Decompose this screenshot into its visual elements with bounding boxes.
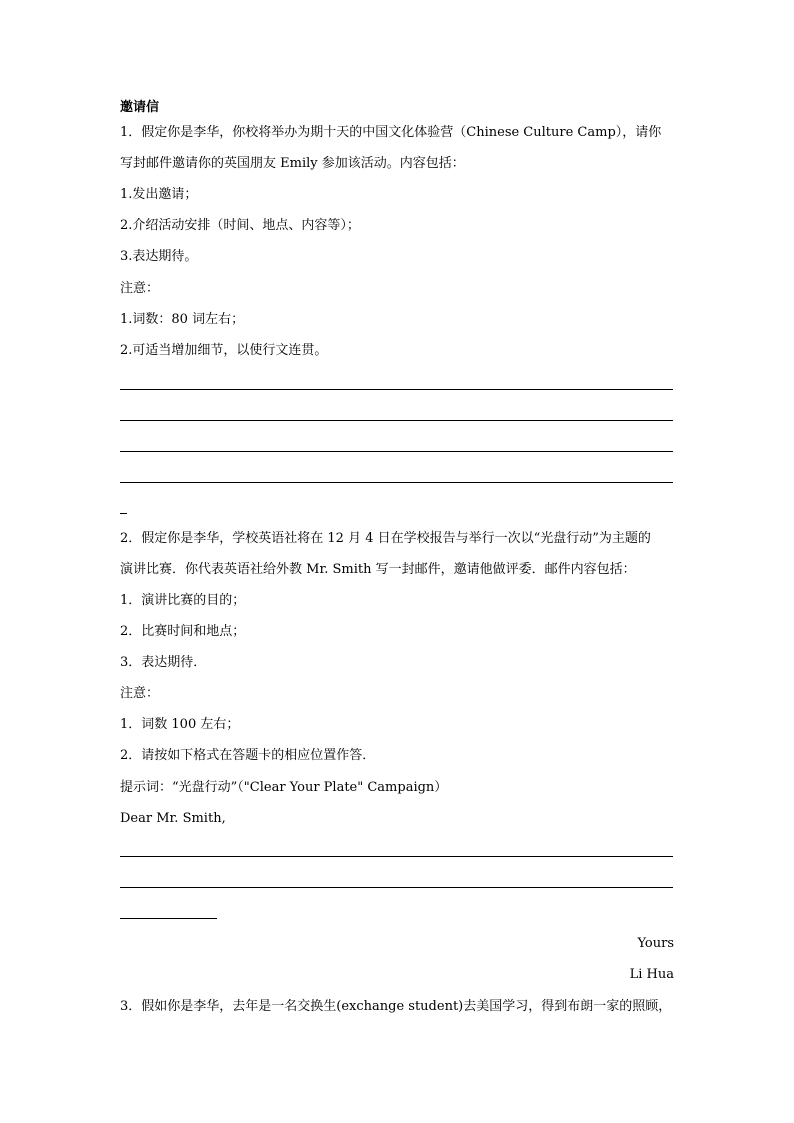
q2-note-2: 2．请按如下格式在答题卡的相应位置作答． [120, 748, 376, 763]
q1-note-1: 1.词数：80 词左右； [120, 312, 245, 327]
q1-prompt-line1: 1．假定你是李华，你校将举办为期十天的中国文化体验营（Chinese Culture Camp），请你 [120, 125, 662, 140]
q2-note-label: 注意： [120, 686, 160, 701]
q1-answer-dash [120, 513, 127, 514]
q1-note-2: 2.可适当增加细节，以使行文连贯。 [120, 343, 328, 358]
q2-closing: Yours [637, 936, 674, 951]
q2-salutation: Dear Mr. Smith, [120, 811, 226, 826]
q1-note-label: 注意： [120, 281, 160, 296]
q2-prompt-line1: 2．假定你是李华，学校英语社将在 12 月 4 日在学校报告与举行一次以“光盘行动”为主题的 [120, 531, 651, 546]
answer-line [120, 856, 673, 857]
answer-line [120, 451, 673, 452]
q2-item-1: 1．演讲比赛的目的； [120, 593, 246, 608]
q1-item-2: 2.介绍活动安排（时间、地点、内容等）； [120, 218, 360, 233]
document-title: 邀请信 [120, 100, 160, 115]
answer-line [120, 887, 673, 888]
q2-note-1: 1．词数 100 左右； [120, 717, 240, 732]
q2-item-3: 3．表达期待． [120, 655, 207, 670]
q2-signature: Li Hua [629, 967, 674, 982]
q2-short-answer-line [120, 918, 217, 919]
q1-item-3: 3.表达期待。 [120, 249, 198, 264]
answer-line [120, 389, 673, 390]
q1-item-1: 1.发出邀请； [120, 187, 198, 202]
q2-item-2: 2．比赛时间和地点； [120, 624, 246, 639]
q3-prompt-line1: 3．假如你是李华，去年是一名交换生(exchange student)去美国学习，得到布朗一家的照顾， [120, 999, 672, 1014]
answer-line [120, 482, 673, 483]
q2-prompt-line2: 演讲比赛．你代表英语社给外教 Mr. Smith 写一封邮件，邀请他做评委．邮件内容包括： [120, 562, 636, 577]
q2-hint: 提示词：“光盘行动”（"Clear Your Plate" Campaign） [120, 780, 448, 795]
q1-prompt-line2: 写封邮件邀请你的英国朋友 Emily 参加该活动。内容包括： [120, 156, 465, 171]
answer-line [120, 420, 673, 421]
